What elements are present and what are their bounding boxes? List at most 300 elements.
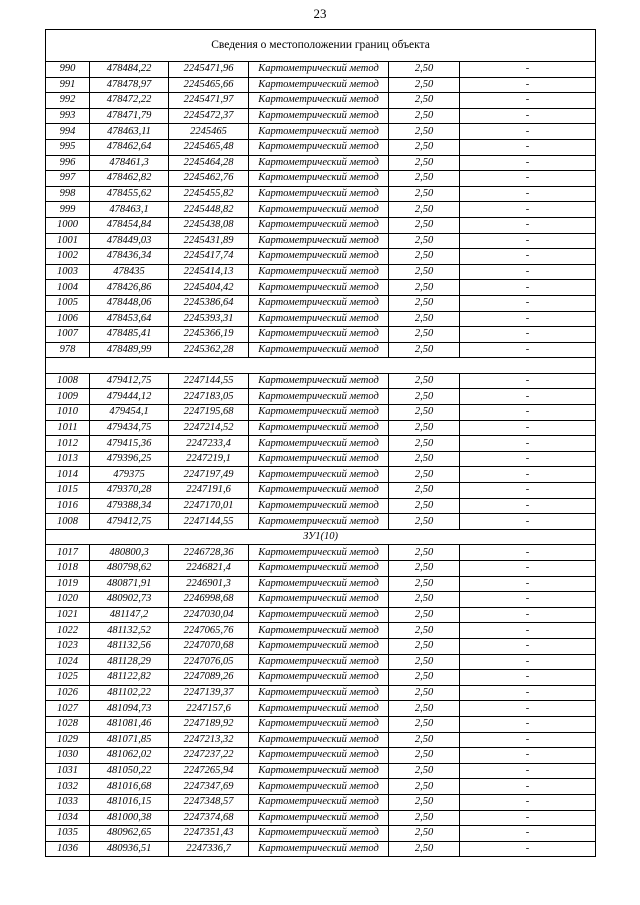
- method-cell: Картометрический метод: [249, 155, 389, 171]
- point-number-cell: 998: [46, 186, 90, 202]
- y-coordinate-cell: 2247170,01: [169, 498, 249, 514]
- accuracy-cell: 2,50: [389, 373, 460, 389]
- accuracy-cell: 2,50: [389, 483, 460, 499]
- description-cell: -: [460, 779, 596, 795]
- description-cell: -: [460, 436, 596, 452]
- method-cell: Картометрический метод: [249, 763, 389, 779]
- method-cell: Картометрический метод: [249, 62, 389, 78]
- method-cell: Картометрический метод: [249, 467, 389, 483]
- x-coordinate-cell: 481132,56: [90, 638, 169, 654]
- point-number-cell: 990: [46, 62, 90, 78]
- description-cell: -: [460, 420, 596, 436]
- description-cell: -: [460, 233, 596, 249]
- point-number-cell: 992: [46, 93, 90, 109]
- y-coordinate-cell: 2245462,76: [169, 171, 249, 187]
- table-row: [46, 498, 596, 514]
- accuracy-cell: 2,50: [389, 826, 460, 842]
- boundary-coordinates-table: [45, 29, 596, 857]
- method-cell: Картометрический метод: [249, 654, 389, 670]
- y-coordinate-cell: 2247191,6: [169, 483, 249, 499]
- table-row: [46, 373, 596, 389]
- y-coordinate-cell: 2245362,28: [169, 342, 249, 358]
- description-cell: -: [460, 451, 596, 467]
- y-coordinate-cell: 2245465,48: [169, 139, 249, 155]
- table-title: Сведения о местоположении границ объекта: [46, 30, 596, 62]
- table-row: [46, 514, 596, 530]
- point-number-cell: 995: [46, 139, 90, 155]
- description-cell: -: [460, 139, 596, 155]
- table-row: [46, 826, 596, 842]
- method-cell: Картометрический метод: [249, 280, 389, 296]
- accuracy-cell: 2,50: [389, 77, 460, 93]
- y-coordinate-cell: 2247265,94: [169, 763, 249, 779]
- accuracy-cell: 2,50: [389, 623, 460, 639]
- accuracy-cell: 2,50: [389, 498, 460, 514]
- description-cell: -: [460, 826, 596, 842]
- accuracy-cell: 2,50: [389, 186, 460, 202]
- y-coordinate-cell: 2247233,4: [169, 436, 249, 452]
- x-coordinate-cell: 478489,99: [90, 342, 169, 358]
- point-number-cell: 1020: [46, 592, 90, 608]
- method-cell: Картометрический метод: [249, 841, 389, 857]
- x-coordinate-cell: 479396,25: [90, 451, 169, 467]
- x-coordinate-cell: 480936,51: [90, 841, 169, 857]
- table-row: [46, 748, 596, 764]
- table-row: [46, 623, 596, 639]
- y-coordinate-cell: 2247065,76: [169, 623, 249, 639]
- accuracy-cell: 2,50: [389, 389, 460, 405]
- y-coordinate-cell: 2247089,26: [169, 670, 249, 686]
- accuracy-cell: 2,50: [389, 264, 460, 280]
- table-row: [46, 794, 596, 810]
- table-body: [46, 30, 596, 857]
- section-label: ЗУ1(10): [46, 529, 596, 545]
- method-cell: Картометрический метод: [249, 748, 389, 764]
- point-number-cell: 1027: [46, 701, 90, 717]
- method-cell: Картометрический метод: [249, 498, 389, 514]
- point-number-cell: 1021: [46, 607, 90, 623]
- table-row: [46, 108, 596, 124]
- method-cell: Картометрический метод: [249, 327, 389, 343]
- accuracy-cell: 2,50: [389, 670, 460, 686]
- y-coordinate-cell: 2247237,22: [169, 748, 249, 764]
- table-row: [46, 810, 596, 826]
- y-coordinate-cell: 2246821,4: [169, 561, 249, 577]
- point-number-cell: 1012: [46, 436, 90, 452]
- point-number-cell: 1030: [46, 748, 90, 764]
- table-row: [46, 420, 596, 436]
- page-number: 23: [313, 6, 327, 21]
- method-cell: Картометрический метод: [249, 514, 389, 530]
- point-number-cell: 997: [46, 171, 90, 187]
- description-cell: -: [460, 623, 596, 639]
- x-coordinate-cell: 479415,36: [90, 436, 169, 452]
- description-cell: -: [460, 389, 596, 405]
- y-coordinate-cell: 2245448,82: [169, 202, 249, 218]
- description-cell: -: [460, 264, 596, 280]
- method-cell: Картометрический метод: [249, 561, 389, 577]
- method-cell: Картометрический метод: [249, 685, 389, 701]
- method-cell: Картометрический метод: [249, 716, 389, 732]
- table-row: [46, 592, 596, 608]
- y-coordinate-cell: 2247139,37: [169, 685, 249, 701]
- point-number-cell: 994: [46, 124, 90, 140]
- method-cell: Картометрический метод: [249, 171, 389, 187]
- table-row: [46, 763, 596, 779]
- y-coordinate-cell: 2247183,05: [169, 389, 249, 405]
- accuracy-cell: 2,50: [389, 139, 460, 155]
- method-cell: Картометрический метод: [249, 295, 389, 311]
- x-coordinate-cell: 481016,68: [90, 779, 169, 795]
- x-coordinate-cell: 478485,41: [90, 327, 169, 343]
- y-coordinate-cell: 2245366,19: [169, 327, 249, 343]
- point-number-cell: 1007: [46, 327, 90, 343]
- x-coordinate-cell: 481071,85: [90, 732, 169, 748]
- x-coordinate-cell: 481062,02: [90, 748, 169, 764]
- accuracy-cell: 2,50: [389, 763, 460, 779]
- table-row: [46, 311, 596, 327]
- table-row: [46, 436, 596, 452]
- x-coordinate-cell: 479444,12: [90, 389, 169, 405]
- x-coordinate-cell: 478453,64: [90, 311, 169, 327]
- point-number-cell: 1014: [46, 467, 90, 483]
- description-cell: -: [460, 716, 596, 732]
- accuracy-cell: 2,50: [389, 171, 460, 187]
- x-coordinate-cell: 478463,11: [90, 124, 169, 140]
- y-coordinate-cell: 2247030,04: [169, 607, 249, 623]
- method-cell: Картометрический метод: [249, 202, 389, 218]
- description-cell: -: [460, 171, 596, 187]
- accuracy-cell: 2,50: [389, 280, 460, 296]
- x-coordinate-cell: 481016,15: [90, 794, 169, 810]
- table-row: [46, 685, 596, 701]
- method-cell: Картометрический метод: [249, 607, 389, 623]
- table-row: [46, 327, 596, 343]
- table-row: [46, 280, 596, 296]
- method-cell: Картометрический метод: [249, 264, 389, 280]
- x-coordinate-cell: 478463,1: [90, 202, 169, 218]
- method-cell: Картометрический метод: [249, 139, 389, 155]
- y-coordinate-cell: 2247213,32: [169, 732, 249, 748]
- description-cell: -: [460, 62, 596, 78]
- method-cell: Картометрический метод: [249, 810, 389, 826]
- table-row: [46, 545, 596, 561]
- y-coordinate-cell: 2245465: [169, 124, 249, 140]
- point-number-cell: 1018: [46, 561, 90, 577]
- accuracy-cell: 2,50: [389, 545, 460, 561]
- description-cell: -: [460, 748, 596, 764]
- description-cell: -: [460, 467, 596, 483]
- point-number-cell: 991: [46, 77, 90, 93]
- table-row: [46, 202, 596, 218]
- x-coordinate-cell: 480871,91: [90, 576, 169, 592]
- x-coordinate-cell: 478462,64: [90, 139, 169, 155]
- accuracy-cell: 2,50: [389, 217, 460, 233]
- table-row: [46, 607, 596, 623]
- description-cell: -: [460, 217, 596, 233]
- description-cell: -: [460, 732, 596, 748]
- y-coordinate-cell: 2245471,97: [169, 93, 249, 109]
- y-coordinate-cell: 2245431,89: [169, 233, 249, 249]
- point-number-cell: 1009: [46, 389, 90, 405]
- table-row: [46, 77, 596, 93]
- x-coordinate-cell: 481081,46: [90, 716, 169, 732]
- accuracy-cell: 2,50: [389, 202, 460, 218]
- accuracy-cell: 2,50: [389, 451, 460, 467]
- section-row: [46, 529, 596, 545]
- method-cell: Картометрический метод: [249, 77, 389, 93]
- point-number-cell: 978: [46, 342, 90, 358]
- method-cell: Картометрический метод: [249, 405, 389, 421]
- method-cell: Картометрический метод: [249, 436, 389, 452]
- x-coordinate-cell: 481122,82: [90, 670, 169, 686]
- x-coordinate-cell: 481000,38: [90, 810, 169, 826]
- accuracy-cell: 2,50: [389, 155, 460, 171]
- accuracy-cell: 2,50: [389, 467, 460, 483]
- method-cell: Картометрический метод: [249, 483, 389, 499]
- y-coordinate-cell: 2245404,42: [169, 280, 249, 296]
- table-row: [46, 638, 596, 654]
- point-number-cell: 1026: [46, 685, 90, 701]
- x-coordinate-cell: 481147,2: [90, 607, 169, 623]
- table-row: [46, 561, 596, 577]
- point-number-cell: 1016: [46, 498, 90, 514]
- point-number-cell: 1003: [46, 264, 90, 280]
- method-cell: Картометрический метод: [249, 389, 389, 405]
- y-coordinate-cell: 2245472,37: [169, 108, 249, 124]
- table-title-row: [46, 30, 596, 62]
- description-cell: -: [460, 841, 596, 857]
- method-cell: Картометрический метод: [249, 623, 389, 639]
- point-number-cell: 993: [46, 108, 90, 124]
- x-coordinate-cell: 481128,29: [90, 654, 169, 670]
- method-cell: Картометрический метод: [249, 342, 389, 358]
- point-number-cell: 1022: [46, 623, 90, 639]
- method-cell: Картометрический метод: [249, 311, 389, 327]
- x-coordinate-cell: 479412,75: [90, 373, 169, 389]
- point-number-cell: 1024: [46, 654, 90, 670]
- accuracy-cell: 2,50: [389, 342, 460, 358]
- y-coordinate-cell: 2245393,31: [169, 311, 249, 327]
- description-cell: -: [460, 607, 596, 623]
- x-coordinate-cell: 478462,82: [90, 171, 169, 187]
- x-coordinate-cell: 481102,22: [90, 685, 169, 701]
- description-cell: -: [460, 124, 596, 140]
- y-coordinate-cell: 2247157,6: [169, 701, 249, 717]
- table-row: [46, 249, 596, 265]
- x-coordinate-cell: 478472,22: [90, 93, 169, 109]
- table-row: [46, 701, 596, 717]
- accuracy-cell: 2,50: [389, 108, 460, 124]
- point-number-cell: 1032: [46, 779, 90, 795]
- description-cell: -: [460, 342, 596, 358]
- y-coordinate-cell: 2245417,74: [169, 249, 249, 265]
- x-coordinate-cell: 478435: [90, 264, 169, 280]
- table-row: [46, 295, 596, 311]
- table-row: [46, 93, 596, 109]
- accuracy-cell: 2,50: [389, 841, 460, 857]
- accuracy-cell: 2,50: [389, 701, 460, 717]
- description-cell: -: [460, 654, 596, 670]
- description-cell: -: [460, 311, 596, 327]
- y-coordinate-cell: 2245438,08: [169, 217, 249, 233]
- accuracy-cell: 2,50: [389, 576, 460, 592]
- x-coordinate-cell: 478436,34: [90, 249, 169, 265]
- point-number-cell: 1034: [46, 810, 90, 826]
- accuracy-cell: 2,50: [389, 607, 460, 623]
- x-coordinate-cell: 478455,62: [90, 186, 169, 202]
- point-number-cell: 1033: [46, 794, 90, 810]
- x-coordinate-cell: 478449,03: [90, 233, 169, 249]
- point-number-cell: 1001: [46, 233, 90, 249]
- method-cell: Картометрический метод: [249, 186, 389, 202]
- method-cell: Картометрический метод: [249, 701, 389, 717]
- method-cell: Картометрический метод: [249, 420, 389, 436]
- table-row: [46, 155, 596, 171]
- method-cell: Картометрический метод: [249, 217, 389, 233]
- y-coordinate-cell: 2247348,57: [169, 794, 249, 810]
- accuracy-cell: 2,50: [389, 794, 460, 810]
- table-row: [46, 779, 596, 795]
- point-number-cell: 1008: [46, 373, 90, 389]
- x-coordinate-cell: 478454,84: [90, 217, 169, 233]
- accuracy-cell: 2,50: [389, 810, 460, 826]
- method-cell: Картометрический метод: [249, 794, 389, 810]
- accuracy-cell: 2,50: [389, 295, 460, 311]
- accuracy-cell: 2,50: [389, 311, 460, 327]
- x-coordinate-cell: 479370,28: [90, 483, 169, 499]
- description-cell: -: [460, 280, 596, 296]
- y-coordinate-cell: 2247195,68: [169, 405, 249, 421]
- table-row: [46, 654, 596, 670]
- point-number-cell: 1036: [46, 841, 90, 857]
- accuracy-cell: 2,50: [389, 685, 460, 701]
- description-cell: -: [460, 514, 596, 530]
- accuracy-cell: 2,50: [389, 62, 460, 78]
- x-coordinate-cell: 478448,06: [90, 295, 169, 311]
- y-coordinate-cell: 2246998,68: [169, 592, 249, 608]
- point-number-cell: 1006: [46, 311, 90, 327]
- y-coordinate-cell: 2247347,69: [169, 779, 249, 795]
- point-number-cell: 1015: [46, 483, 90, 499]
- x-coordinate-cell: 481094,73: [90, 701, 169, 717]
- method-cell: Картометрический метод: [249, 576, 389, 592]
- accuracy-cell: 2,50: [389, 249, 460, 265]
- method-cell: Картометрический метод: [249, 373, 389, 389]
- point-number-cell: 1010: [46, 405, 90, 421]
- blank-separator-row: [46, 358, 596, 374]
- point-number-cell: 1002: [46, 249, 90, 265]
- table-row: [46, 342, 596, 358]
- y-coordinate-cell: 2245464,28: [169, 155, 249, 171]
- x-coordinate-cell: 479388,34: [90, 498, 169, 514]
- method-cell: Картометрический метод: [249, 545, 389, 561]
- point-number-cell: 1023: [46, 638, 90, 654]
- description-cell: -: [460, 77, 596, 93]
- description-cell: -: [460, 186, 596, 202]
- table-row: [46, 716, 596, 732]
- table-row: [46, 62, 596, 78]
- method-cell: Картометрический метод: [249, 826, 389, 842]
- y-coordinate-cell: 2247070,68: [169, 638, 249, 654]
- x-coordinate-cell: 479434,75: [90, 420, 169, 436]
- accuracy-cell: 2,50: [389, 638, 460, 654]
- accuracy-cell: 2,50: [389, 732, 460, 748]
- method-cell: Картометрический метод: [249, 124, 389, 140]
- description-cell: -: [460, 483, 596, 499]
- y-coordinate-cell: 2247076,05: [169, 654, 249, 670]
- method-cell: Картометрический метод: [249, 779, 389, 795]
- x-coordinate-cell: 478461,3: [90, 155, 169, 171]
- method-cell: Картометрический метод: [249, 670, 389, 686]
- y-coordinate-cell: 2245414,13: [169, 264, 249, 280]
- accuracy-cell: 2,50: [389, 514, 460, 530]
- x-coordinate-cell: 478484,22: [90, 62, 169, 78]
- accuracy-cell: 2,50: [389, 124, 460, 140]
- table-row: [46, 171, 596, 187]
- accuracy-cell: 2,50: [389, 327, 460, 343]
- y-coordinate-cell: 2246728,36: [169, 545, 249, 561]
- description-cell: -: [460, 701, 596, 717]
- method-cell: Картометрический метод: [249, 249, 389, 265]
- table-row: [46, 186, 596, 202]
- description-cell: -: [460, 561, 596, 577]
- description-cell: -: [460, 638, 596, 654]
- point-number-cell: 1035: [46, 826, 90, 842]
- accuracy-cell: 2,50: [389, 779, 460, 795]
- description-cell: -: [460, 670, 596, 686]
- y-coordinate-cell: 2245465,66: [169, 77, 249, 93]
- table-row: [46, 670, 596, 686]
- y-coordinate-cell: 2245455,82: [169, 186, 249, 202]
- table-row: [46, 405, 596, 421]
- point-number-cell: 1028: [46, 716, 90, 732]
- y-coordinate-cell: 2246901,3: [169, 576, 249, 592]
- point-number-cell: 1005: [46, 295, 90, 311]
- description-cell: -: [460, 249, 596, 265]
- method-cell: Картометрический метод: [249, 93, 389, 109]
- table-row: [46, 139, 596, 155]
- table-row: [46, 389, 596, 405]
- accuracy-cell: 2,50: [389, 233, 460, 249]
- table-row: [46, 264, 596, 280]
- x-coordinate-cell: 480962,65: [90, 826, 169, 842]
- y-coordinate-cell: 2247197,49: [169, 467, 249, 483]
- method-cell: Картометрический метод: [249, 233, 389, 249]
- point-number-cell: 1008: [46, 514, 90, 530]
- table-row: [46, 217, 596, 233]
- method-cell: Картометрический метод: [249, 451, 389, 467]
- x-coordinate-cell: 480800,3: [90, 545, 169, 561]
- description-cell: -: [460, 327, 596, 343]
- accuracy-cell: 2,50: [389, 716, 460, 732]
- description-cell: -: [460, 295, 596, 311]
- point-number-cell: 1004: [46, 280, 90, 296]
- x-coordinate-cell: 479454,1: [90, 405, 169, 421]
- table-row: [46, 483, 596, 499]
- blank-cell: [46, 358, 596, 374]
- description-cell: -: [460, 373, 596, 389]
- y-coordinate-cell: 2247336,7: [169, 841, 249, 857]
- table-row: [46, 233, 596, 249]
- point-number-cell: 1025: [46, 670, 90, 686]
- accuracy-cell: 2,50: [389, 654, 460, 670]
- table-row: [46, 576, 596, 592]
- description-cell: -: [460, 155, 596, 171]
- x-coordinate-cell: 478471,79: [90, 108, 169, 124]
- x-coordinate-cell: 480798,62: [90, 561, 169, 577]
- point-number-cell: 996: [46, 155, 90, 171]
